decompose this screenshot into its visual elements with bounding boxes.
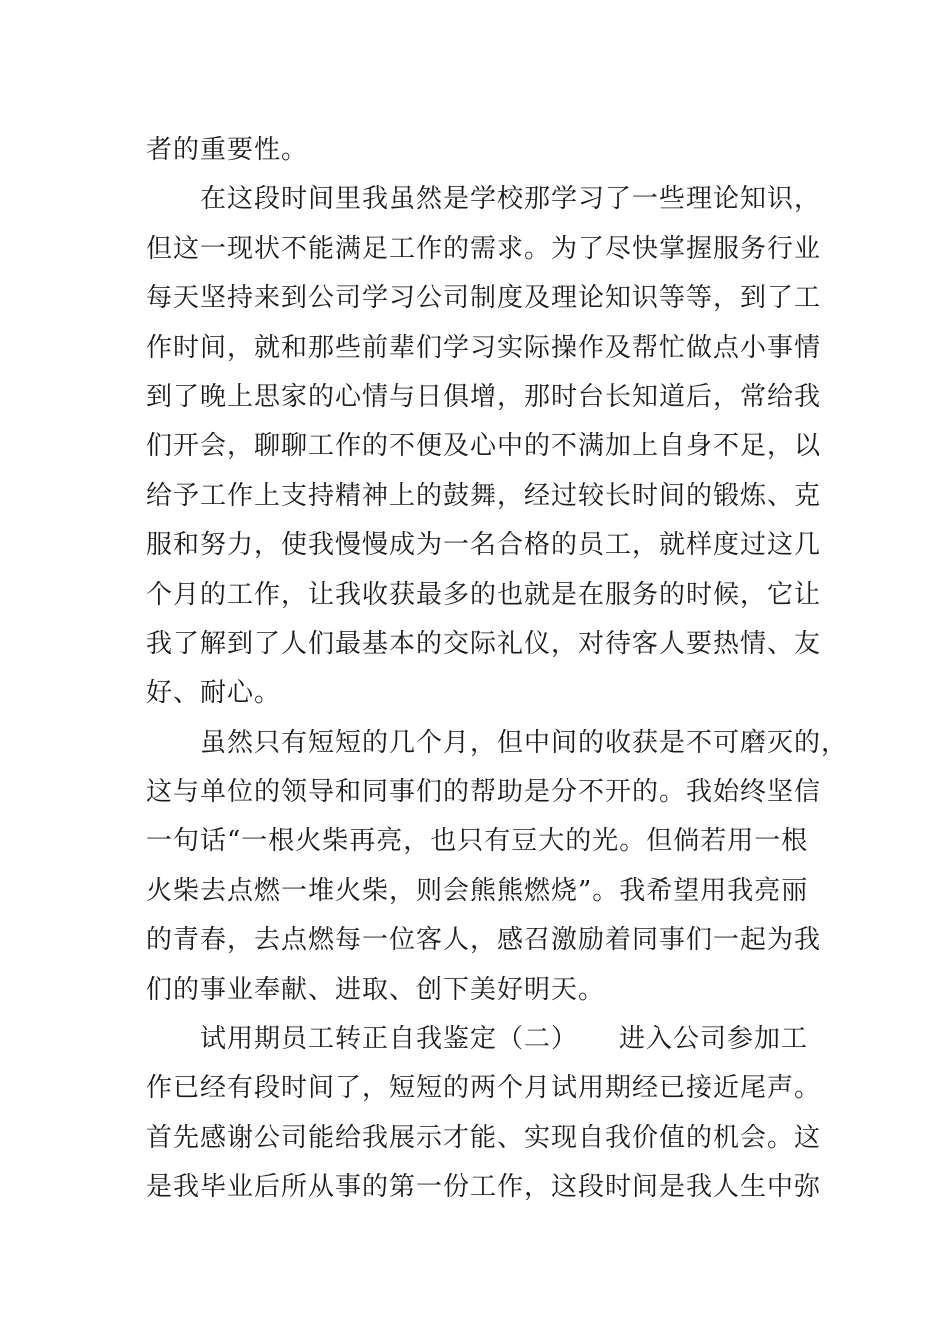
text-line: 是我毕业后所从事的第一份工作，这段时间是我人生中弥 — [146, 1172, 822, 1203]
text-line: 虽然只有短短的几个月，但中间的收获是不可磨灭的， — [200, 727, 849, 758]
text-line: 首先感谢公司能给我展示才能、实现自我价值的机会。这 — [146, 1122, 822, 1153]
text-line: 到了晚上思家的心情与日俱增，那时台长知道后，常给我 — [146, 381, 822, 412]
text-line: 给予工作上支持精神上的鼓舞，经过较长时间的锻炼、克 — [146, 480, 822, 511]
text-line: 火柴去点燃一堆火柴，则会熊熊燃烧”。我希望用我亮丽 — [146, 875, 809, 906]
text-line: 一句话“一根火柴再亮，也只有豆大的光。但倘若用一根 — [146, 826, 809, 857]
text-line: 试用期员工转正自我鉴定（二） 进入公司参加工 — [200, 1024, 809, 1055]
text-line: 者的重要性。 — [146, 135, 309, 165]
text-line: 作时间，就和那些前辈们学习实际操作及帮忙做点小事情 — [146, 332, 822, 363]
document-body — [146, 126, 849, 1213]
text-line: 每天坚持来到公司学习公司制度及理论知识等等，到了工 — [146, 283, 822, 314]
text-line: 们开会，聊聊工作的不便及心中的不满加上自身不足，以 — [146, 431, 822, 462]
text-line: 的青春，去点燃每一位客人，感召激励着同事们一起为我 — [146, 925, 822, 956]
text-line: 个月的工作，让我收获最多的也就是在服务的时候，它让 — [146, 579, 822, 610]
text-line: 但这一现状不能满足工作的需求。为了尽快掌握服务行业 — [146, 233, 822, 264]
text-line: 作已经有段时间了，短短的两个月试用期经已接近尾声。 — [146, 1073, 822, 1104]
text-line: 服和努力，使我慢慢成为一名合格的员工，就样度过这几 — [146, 530, 822, 561]
text-line: 这与单位的领导和同事们的帮助是分不开的。我始终坚信 — [146, 777, 822, 808]
text-line: 在这段时间里我虽然是学校那学习了一些理论知识， — [200, 184, 822, 215]
text-line: 们的事业奉献、进取、创下美好明天。 — [146, 974, 606, 1005]
text-line: 我了解到了人们最基本的交际礼仪，对待客人要热情、友 — [146, 628, 822, 659]
text-line: 好、耐心。 — [146, 678, 282, 709]
